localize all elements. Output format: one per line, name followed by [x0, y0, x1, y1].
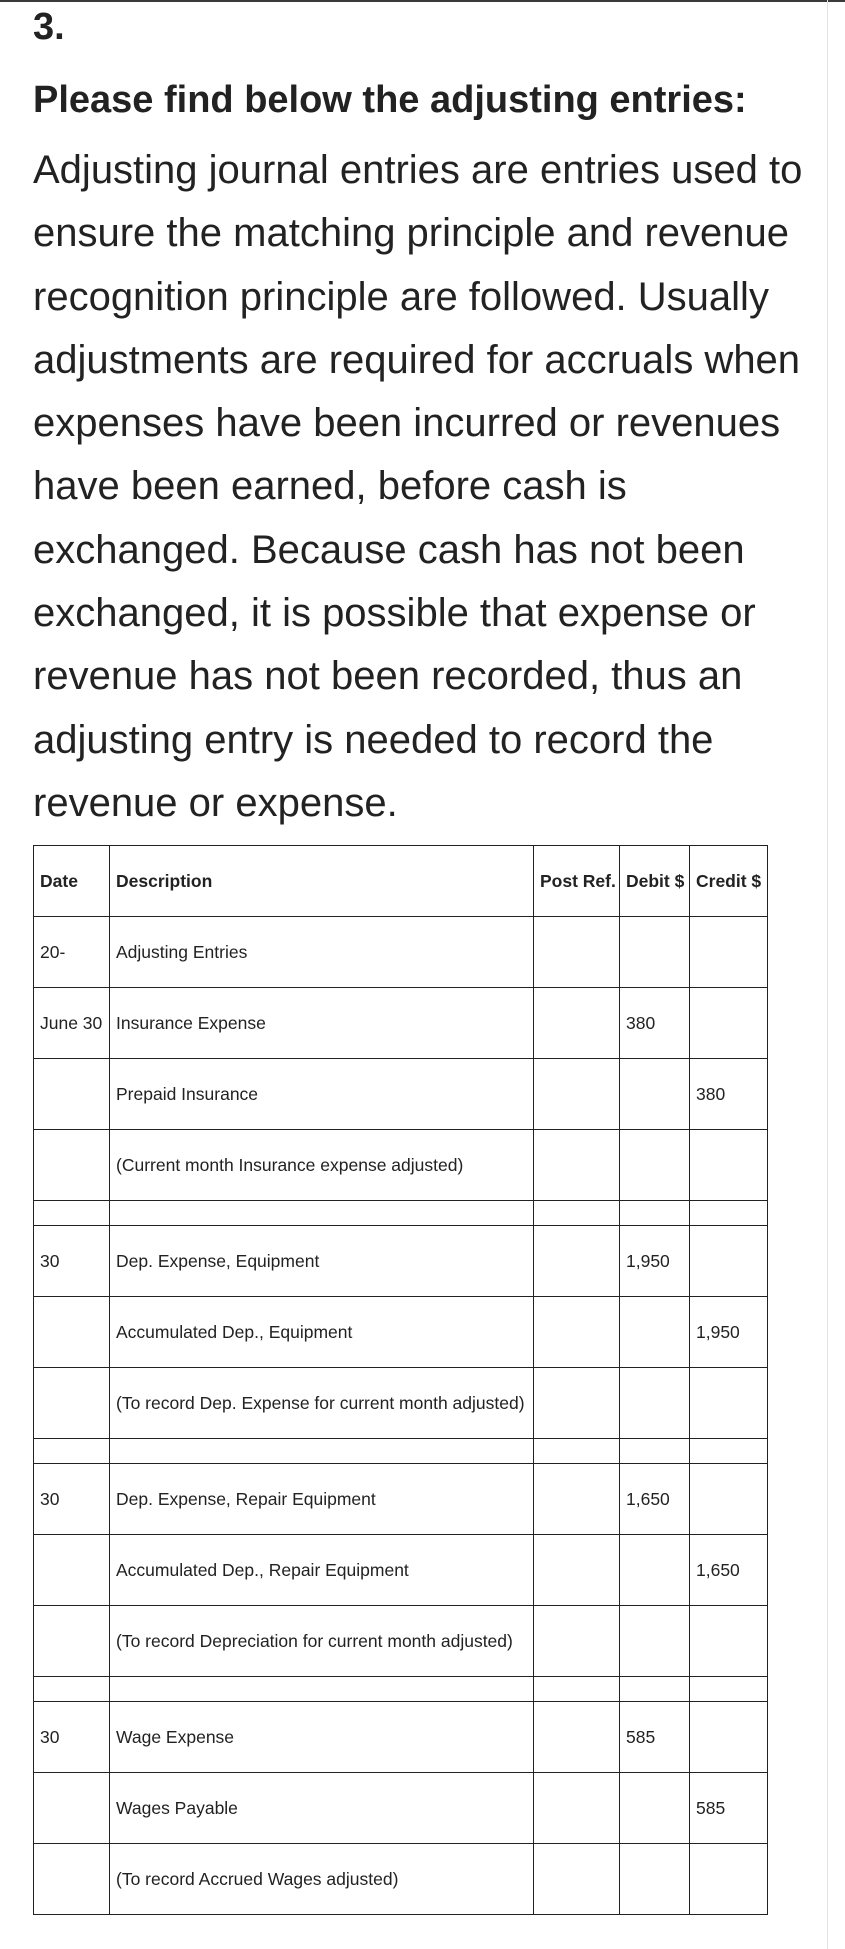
cell-post-ref [534, 1535, 620, 1606]
cell-date [34, 1439, 110, 1464]
table-header-row [34, 846, 768, 917]
cell-description: Insurance Expense [110, 988, 534, 1059]
table-row [34, 988, 768, 1059]
table-row [34, 1059, 768, 1130]
cell-credit [690, 917, 768, 988]
cell-credit [690, 1226, 768, 1297]
cell-description: Dep. Expense, Equipment [110, 1226, 534, 1297]
cell-debit [620, 1844, 690, 1915]
top-divider [0, 0, 845, 2]
cell-post-ref [534, 917, 620, 988]
cell-description: Wage Expense [110, 1702, 534, 1773]
cell-debit [620, 1297, 690, 1368]
cell-date: 30 [34, 1464, 110, 1535]
header-date: Date [34, 846, 110, 917]
cell-credit [690, 1606, 768, 1677]
table-spacer-row [34, 1677, 768, 1702]
table-row [34, 917, 768, 988]
cell-description: (To record Dep. Expense for current month adjusted) [110, 1368, 534, 1439]
cell-description: (To record Depreciation for current month adjusted) [110, 1606, 534, 1677]
cell-debit [620, 1535, 690, 1606]
cell-post-ref [534, 1606, 620, 1677]
table-row [34, 1368, 768, 1439]
header-description: Description [110, 846, 534, 917]
cell-debit [620, 1130, 690, 1201]
cell-date [34, 1773, 110, 1844]
cell-description: Accumulated Dep., Repair Equipment [110, 1535, 534, 1606]
question-number: 3. [33, 6, 65, 48]
table-row [34, 1535, 768, 1606]
cell-description: Wages Payable [110, 1773, 534, 1844]
cell-description: Adjusting Entries [110, 917, 534, 988]
cell-post-ref [534, 1059, 620, 1130]
cell-post-ref [534, 1773, 620, 1844]
cell-debit: 1,650 [620, 1464, 690, 1535]
table-row [34, 1464, 768, 1535]
cell-debit [620, 1201, 690, 1226]
cell-credit: 1,950 [690, 1297, 768, 1368]
cell-debit: 585 [620, 1702, 690, 1773]
header-debit: Debit $ [620, 846, 690, 917]
cell-post-ref [534, 1130, 620, 1201]
cell-date [34, 1059, 110, 1130]
cell-date: 30 [34, 1702, 110, 1773]
cell-credit [690, 1368, 768, 1439]
cell-date: 20- [34, 917, 110, 988]
table-row [34, 1297, 768, 1368]
cell-date [34, 1130, 110, 1201]
table-row [34, 1702, 768, 1773]
cell-description: (To record Accrued Wages adjusted) [110, 1844, 534, 1915]
cell-debit [620, 1606, 690, 1677]
table-spacer-row [34, 1439, 768, 1464]
answer-heading: Please find below the adjusting entries: [33, 79, 747, 121]
cell-credit: 1,650 [690, 1535, 768, 1606]
cell-credit [690, 1677, 768, 1702]
cell-post-ref [534, 1226, 620, 1297]
cell-post-ref [534, 1439, 620, 1464]
cell-post-ref [534, 1702, 620, 1773]
cell-debit [620, 1059, 690, 1130]
table-row [34, 1130, 768, 1201]
adjusting-entries-table [33, 845, 768, 1915]
cell-credit: 585 [690, 1773, 768, 1844]
table-row [34, 1226, 768, 1297]
header-post-ref: Post Ref. [534, 846, 620, 917]
cell-post-ref [534, 1677, 620, 1702]
cell-date [34, 1535, 110, 1606]
table-row [34, 1606, 768, 1677]
cell-post-ref [534, 988, 620, 1059]
cell-credit [690, 1439, 768, 1464]
cell-date [34, 1368, 110, 1439]
cell-credit [690, 1464, 768, 1535]
cell-credit [690, 988, 768, 1059]
cell-credit [690, 1201, 768, 1226]
cell-description: (Current month Insurance expense adjusted) [110, 1130, 534, 1201]
cell-description [110, 1677, 534, 1702]
cell-date [34, 1677, 110, 1702]
right-divider [827, 0, 828, 1949]
cell-post-ref [534, 1368, 620, 1439]
table-row [34, 1844, 768, 1915]
cell-description [110, 1201, 534, 1226]
cell-description: Prepaid Insurance [110, 1059, 534, 1130]
cell-debit: 380 [620, 988, 690, 1059]
cell-date [34, 1201, 110, 1226]
cell-description [110, 1439, 534, 1464]
cell-debit [620, 1368, 690, 1439]
table-row [34, 1773, 768, 1844]
cell-description: Accumulated Dep., Equipment [110, 1297, 534, 1368]
cell-description: Dep. Expense, Repair Equipment [110, 1464, 534, 1535]
cell-date [34, 1606, 110, 1677]
cell-debit [620, 1773, 690, 1844]
cell-credit [690, 1844, 768, 1915]
explanation-paragraph: Adjusting journal entries are entries used to ensure the matching principle and revenue recognition principle are followed. Usually adjustments are required for accruals when expenses have been incurred or revenues have been earned, before cash is exchanged. Because cash has not been exchanged, it is possible that expense or revenue has not been recorded, thus an adjusting entry is needed to record the revenue or expense. [33, 148, 803, 825]
cell-date [34, 1297, 110, 1368]
cell-post-ref [534, 1297, 620, 1368]
cell-date [34, 1844, 110, 1915]
cell-debit [620, 1677, 690, 1702]
table-spacer-row [34, 1201, 768, 1226]
cell-credit [690, 1702, 768, 1773]
cell-post-ref [534, 1464, 620, 1535]
cell-credit [690, 1130, 768, 1201]
cell-debit: 1,950 [620, 1226, 690, 1297]
cell-date: June 30 [34, 988, 110, 1059]
header-credit: Credit $ [690, 846, 768, 917]
cell-post-ref [534, 1201, 620, 1226]
cell-post-ref [534, 1844, 620, 1915]
cell-date: 30 [34, 1226, 110, 1297]
cell-credit: 380 [690, 1059, 768, 1130]
cell-debit [620, 917, 690, 988]
cell-debit [620, 1439, 690, 1464]
